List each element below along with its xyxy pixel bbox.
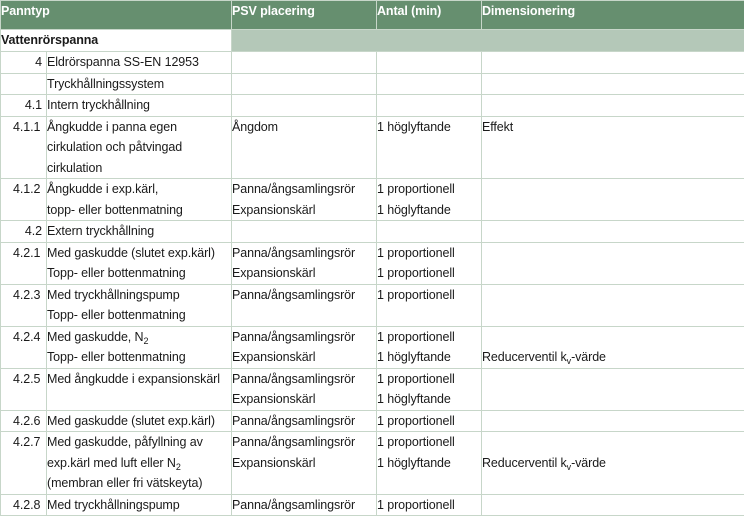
row-psv [232,95,377,117]
row-number: 4.2.4 [1,326,47,368]
desc-line: cirkulation [47,158,231,179]
dim-line-blank [482,327,744,348]
row-psv [232,326,377,368]
row-psv: Panna/ångsamlingsrör [232,410,377,432]
desc-line: Med gaskudde (slutet exp.kärl) [47,243,231,264]
row-description: Intern tryckhållning [47,95,232,117]
table-row [1,494,744,516]
psv-line: Panna/ångsamlingsrör [232,327,376,348]
antal-line: 1 höglyftande [377,200,481,221]
table-row [1,73,744,95]
row-dim [482,326,744,368]
table-row [1,179,744,221]
row-description [47,179,232,221]
table-row [1,116,744,179]
desc-line: (membran eller fri vätskeyta) [47,473,231,494]
row-description [47,326,232,368]
row-dim [482,221,744,243]
row-psv [232,52,377,74]
row-antal [377,221,482,243]
antal-line: 1 proportionell [377,263,481,284]
row-antal [377,73,482,95]
row-dim [482,284,744,326]
row-number: 4.2.1 [1,242,47,284]
row-number: 4.2.6 [1,410,47,432]
table-row [1,242,744,284]
desc-line: Ångkudde i panna egen [47,117,231,138]
row-description: Eldrörspanna SS-EN 12953 [47,52,232,74]
desc-line: cirkulation och påtvingad [47,137,231,158]
row-number: 4.1.2 [1,179,47,221]
row-dim [482,52,744,74]
dim-line [482,453,744,474]
row-psv [232,242,377,284]
desc-text: Med gaskudde, N [47,330,143,344]
psv-line: Panna/ångsamlingsrör [232,432,376,453]
row-description [47,432,232,495]
row-number: 4.2.7 [1,432,47,495]
row-antal [377,242,482,284]
row-description: Med tryckhållningspump [47,494,232,516]
row-antal [377,368,482,410]
row-psv [232,73,377,95]
psv-line: Expansionskärl [232,453,376,474]
row-dim [482,410,744,432]
row-antal [377,432,482,495]
desc-line: Ångkudde i exp.kärl, [47,179,231,200]
row-psv [232,221,377,243]
row-dim: Effekt [482,116,744,179]
row-number: 4.2 [1,221,47,243]
psv-line: Expansionskärl [232,263,376,284]
subscript: v [567,356,571,366]
row-psv [232,432,377,495]
row-number: 4 [1,52,47,74]
table-row [1,410,744,432]
psv-line: Expansionskärl [232,200,376,221]
row-antal [377,326,482,368]
dim-text: Reducerventil k [482,350,567,364]
table-row [1,52,744,74]
row-number [1,73,47,95]
antal-line: 1 höglyftande [377,453,481,474]
row-description: Med gaskudde (slutet exp.kärl) [47,410,232,432]
section-row [1,30,744,52]
row-psv: Ångdom [232,116,377,179]
desc-line: Topp- eller bottenmatning [47,263,231,284]
antal-line: 1 proportionell [377,369,481,390]
row-psv: Panna/ångsamlingsrör [232,494,377,516]
table-row [1,284,744,326]
row-psv: Panna/ångsamlingsrör [232,284,377,326]
header-dimensionering: Dimensionering [482,1,744,30]
row-dim [482,179,744,221]
table-row [1,95,744,117]
dim-tail: -värde [571,456,606,470]
row-description [47,242,232,284]
row-psv [232,368,377,410]
desc-line [47,453,231,474]
table-row [1,368,744,410]
header-row [1,1,744,30]
dim-line [482,347,744,368]
antal-line: 1 proportionell [377,179,481,200]
desc-line [47,327,231,348]
row-antal [377,95,482,117]
row-description [47,116,232,179]
row-dim [482,242,744,284]
row-dim [482,73,744,95]
row-description: Med ångkudde i expansionskärl [47,368,232,410]
antal-line: 1 höglyftande [377,389,481,410]
row-antal [377,179,482,221]
section-fill [232,30,744,52]
psv-line: Panna/ångsamlingsrör [232,179,376,200]
row-number: 4.1 [1,95,47,117]
psv-line: Panna/ångsamlingsrör [232,369,376,390]
section-title: Vattenrörspanna [1,30,232,52]
subscript: 2 [143,336,148,346]
dim-line-blank [482,432,744,453]
psv-line: Expansionskärl [232,347,376,368]
header-panntyp: Panntyp [1,1,232,30]
desc-line: Topp- eller bottenmatning [47,305,231,326]
row-description [47,284,232,326]
dim-tail: -värde [571,350,606,364]
desc-line: Topp- eller bottenmatning [47,347,231,368]
psv-line: Expansionskärl [232,389,376,410]
dim-text: Reducerventil k [482,456,567,470]
row-dim [482,494,744,516]
row-psv [232,179,377,221]
desc-line: Med tryckhållningspump [47,285,231,306]
header-antal: Antal (min) [377,1,482,30]
row-description: Extern tryckhållning [47,221,232,243]
row-dim [482,368,744,410]
subscript: 2 [176,462,181,472]
psv-line: Panna/ångsamlingsrör [232,243,376,264]
antal-line: 1 höglyftande [377,347,481,368]
row-dim [482,95,744,117]
row-antal [377,52,482,74]
desc-text: exp.kärl med luft eller N [47,456,176,470]
desc-line: topp- eller bottenmatning [47,200,231,221]
subscript: v [567,462,571,472]
antal-line: 1 proportionell [377,432,481,453]
row-number: 4.2.8 [1,494,47,516]
row-description: Tryckhållningssystem [47,73,232,95]
desc-line: Med gaskudde, påfyllning av [47,432,231,453]
row-dim [482,432,744,495]
table-row [1,326,744,368]
row-antal: 1 proportionell [377,494,482,516]
table-row [1,221,744,243]
antal-line: 1 proportionell [377,243,481,264]
row-number: 4.2.3 [1,284,47,326]
table-row [1,432,744,495]
row-number: 4.1.1 [1,116,47,179]
row-antal: 1 proportionell [377,284,482,326]
header-psv-placering: PSV placering [232,1,377,30]
row-antal: 1 proportionell [377,410,482,432]
row-antal: 1 höglyftande [377,116,482,179]
antal-line: 1 proportionell [377,327,481,348]
row-number: 4.2.5 [1,368,47,410]
